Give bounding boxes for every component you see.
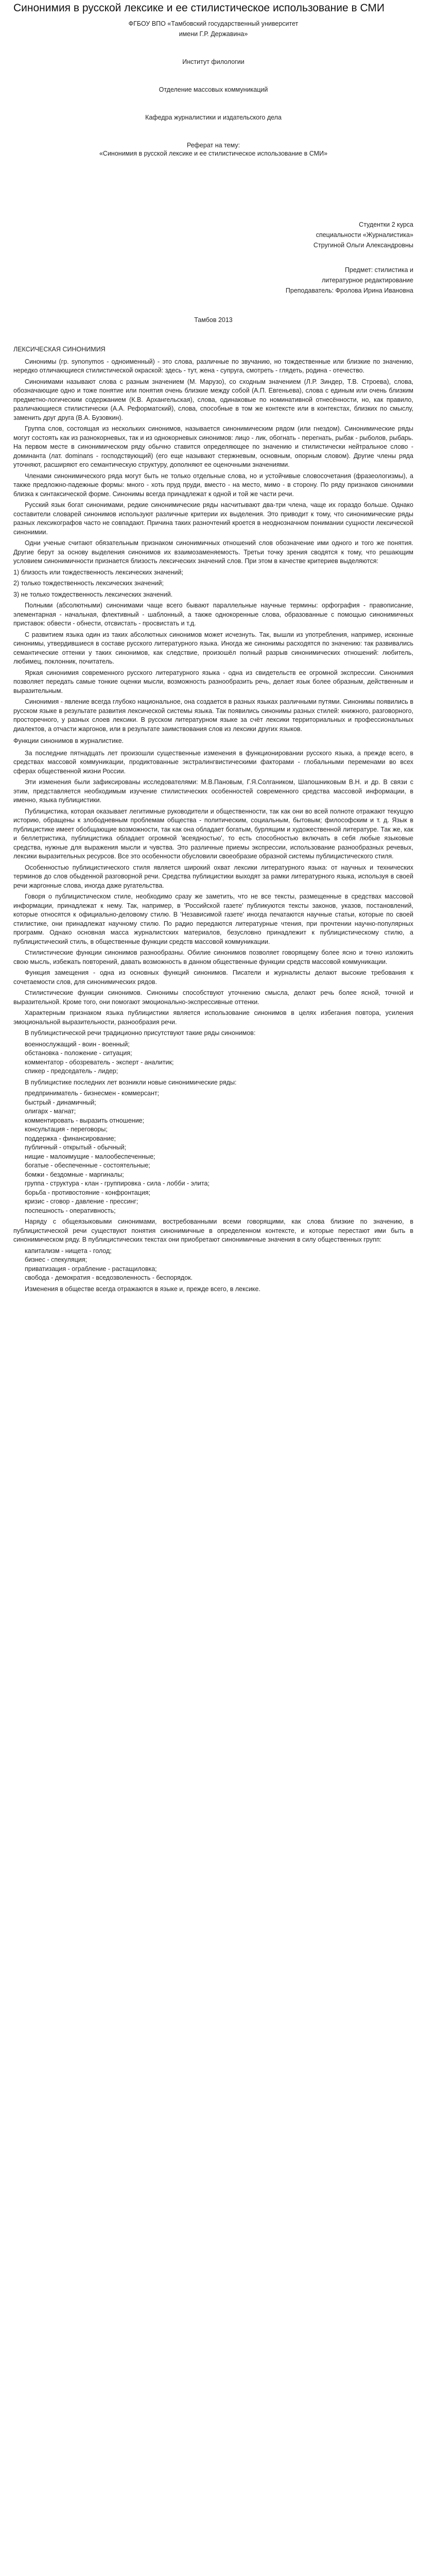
list-item: олигарх - магнат; xyxy=(25,1108,76,1115)
list-item: борьба - противостояние - конфронтация; xyxy=(25,1189,151,1196)
paragraph: В публицистической речи традиционно присутствуют такие ряды синонимов: xyxy=(25,1029,256,1037)
list-item: военнослужащий - воин - военный; xyxy=(25,1040,130,1048)
section-1 xyxy=(13,358,413,734)
paragraph: Яркая синонимия современного русского литературного языка - одна из свидетельств ее огромной экспрессии. Синонимия позволяет передать самые тонкие оценки мысли, возможность разнообразить речь, делает язык более образным, действенным и выразительным. xyxy=(13,669,413,694)
list-item: нищие - малоимущие - малообеспеченные; xyxy=(25,1153,155,1160)
city-year: Тамбов 2013 xyxy=(194,316,233,324)
list-item: бизнес - спекуляция; xyxy=(25,1256,88,1263)
list-item: быстрый - динамичный; xyxy=(25,1098,96,1106)
list-item: спикер - председатель - лидер; xyxy=(25,1067,118,1075)
list-item: предприниматель - бизнесмен - коммерсант; xyxy=(25,1090,160,1097)
paragraph: Синонимы (гр. synonymos - одноименный) - это слова, различные по звучанию, но тождественные или близкие по значению, нередко отличающиеся стилистической окраской: здесь - тут, жена - супруга, смотреть - глядеть, родина - отечество. xyxy=(13,358,413,374)
institute: Институт филологии xyxy=(182,58,245,65)
list-item: кризис - сговор - давление - прессинг; xyxy=(25,1198,138,1205)
report-topic: «Синонимия в русской лексике и ее стилистическое использование в СМИ» xyxy=(99,150,328,157)
paragraph: Наряду с общеязыковыми синонимами, востребованными всеми говорящими, как слова близкие по значению, в публицистической речи существуют понятия синонимичные в определенном контексте, и которые перестают ими быть в синонимическом ряду. В публицистических текстах они приобретают синонимичные значения в силу общественных групп: xyxy=(13,1218,413,1243)
synonym-list-contextual xyxy=(13,1247,413,1283)
document-title: Синонимия в русской лексике и ее стилистическое использование в СМИ xyxy=(13,2,385,14)
student-course: Студентки 2 курса xyxy=(359,221,413,228)
section-heading: Функции синонимов в журналистике. xyxy=(13,737,124,744)
paragraph: Эти изменения были зафиксированы исследователями: М.В.Пановым, Г.Я.Солгаником, Шапошниковым В.Н. и др. В связи с этим, представляется необходимым изучение стилистических особенностей современного средства массовой информации, в именно, языка публицистики. xyxy=(13,778,413,804)
paragraph: Функция замещения - одна из основных функций синонимов. Писатели и журналисты делают высокие требования к сочетаемости слов, для синонимических рядов. xyxy=(13,969,413,986)
report-label: Реферат на тему: xyxy=(186,142,240,149)
list-item: богатые - обеспеченные - состоятельные; xyxy=(25,1162,150,1169)
paragraph: За последние пятнадцать лет произошли существенные изменения в функционировании русского языка, а прежде всего, в средствах массовой коммуникации, продиктованные экстралингвистическими факторами - глобальными переменами во всех сферах общественной жизни России. xyxy=(13,749,413,775)
list-item: обстановка - положение - ситуация; xyxy=(25,1049,132,1057)
list-item: комментировать - выразить отношение; xyxy=(25,1116,145,1124)
paragraph: Синонимия - явление всегда глубоко национальное, она создается в разных языках различными путями. Синонимы появились в русском языке в результате развития лексической системы языка. Так появились синонимы разных стилей: книжного, разговорного, просторечного, у разных слоев лексики. В русском литературном языке за счёт лексики территориальных и профессиональных диалектов, а отчасти жаргонов, или в результате заимствования слов из лексики других языков. xyxy=(13,698,413,733)
student-name: Стругиной Ольги Александровны xyxy=(313,242,413,249)
teacher-line: Преподаватель: Фролова Ирина Ивановна xyxy=(285,287,413,294)
subject-line: Предмет: стилистика и xyxy=(344,266,413,274)
list-item: приватизация - ограбление - растащиловка; xyxy=(25,1265,157,1273)
subject-line-2: литературное редактирование xyxy=(321,277,413,284)
paragraph: Полными (абсолютными) синонимами чаще всего бывают параллельные научные термины: орфография - правописание, элементарная - начальная, флективный - шаблонный, а также однокоренные слова, образованные с помощью синонимичных приставок: обвести - обнести, отсвистать - просвистать и т.д. xyxy=(13,602,413,627)
list-item: комментатор - обозреватель - эксперт - аналитик; xyxy=(25,1058,174,1066)
chair: Кафедра журналистики и издательского дела xyxy=(145,114,282,121)
list-item: капитализм - нищета - голод; xyxy=(25,1247,112,1255)
synonym-list-traditional xyxy=(13,1040,413,1076)
paragraph: Изменения в обществе всегда отражаются в языке и, прежде всего, в лексике. xyxy=(25,1285,260,1293)
criterion-item: 1) близость или тождественность лексических значений; xyxy=(13,568,183,576)
list-item: публичный - открытый - обычный; xyxy=(25,1144,127,1151)
department: Отделение массовых коммуникаций xyxy=(159,86,268,93)
synonym-list-new xyxy=(13,1089,413,1215)
paragraph: Публицистика, которая оказывает легитимные руководители и общественности, так как они во всей полноте отражают текущую историю, обращены к злободневным проблемам общества - политическим, социальным, бытовым; философским и т. д. Язык в публицистике имеет обобщающие возможности, так как она обладает богатым, бурлящим и художественной литературе. Так же, как и беллетристика, публицистика обладает огромной 'всеядностью', то есть способностью включать в себя любые языковые средства, нужные для выражения мысли и чувства. Это различные приемы экспрессии, использование разнообразных речевых, лексики выразительных ресурсов. Все это особенности обусловили своеобразие образной системы публицистического стиля. xyxy=(13,807,413,860)
paragraph: Одни ученые считают обязательным признаком синонимичных отношений слов обозначение ими одного и того же понятия. Другие берут за основу выделения синонимов их взаимозаменяемость. Третьи точку зрения сводятся к тому, что решающим условием синонимичности признается близость лексических значений слов. При этом в качестве критериев выделяются: xyxy=(13,539,413,565)
paragraph: Членами синонимического ряда могут быть не только отдельные слова, но и устойчивые словосочетания (фразеологизмы), а также предложно-падежные формы: много - хоть пруд пруди, вместо - на место, мимо - в сторону. По ряду признаков синонимии близка к синтаксической форме. Синонимы всегда принадлежат к одной и той же части речи. xyxy=(13,472,413,498)
student-specialty: специальности «Журналистика» xyxy=(316,231,413,239)
list-item: свобода - демократия - вседозволенность - беспорядок. xyxy=(25,1274,193,1281)
section-heading: ЛЕКСИЧЕСКАЯ СИНОНИМИЯ xyxy=(13,346,106,353)
paragraph: Стилистические функции синонимов разнообразны. Обилие синонимов позволяет говорящему более ясно и точно изложить свою мысль, избежать повторений, давать возможность в данном общественные функции средств массовой коммуникации. xyxy=(13,949,413,965)
list-item: бомжи - бездомные - маргиналы; xyxy=(25,1171,124,1178)
section-2 xyxy=(13,749,413,1038)
list-item: консультация - переговоры; xyxy=(25,1126,108,1133)
criterion-item: 2) только тождественность лексических значений; xyxy=(13,580,164,587)
paragraph: Особенностью публицистического стиля является широкий охват лексики литературного языка: от научных и технических терминов до слов обыденной разговорной речи. Средства публицистики выходят за рамки литературного языка, используя в своей речи жаргонные слова, иногда даже ругательства. xyxy=(13,863,413,889)
list-item: поспешность - оперативность; xyxy=(25,1207,116,1214)
paragraph: Стилистические функции синонимов. Синонимы способствуют уточнению смысла, делают речь более ясной, точной и выразительной. Кроме того, они помогают эмоционально-экспрессивные оттенки. xyxy=(13,989,413,1006)
paragraph: Группа слов, состоящая из нескольких синонимов, называется синонимическим рядом (или гнездом). Синонимические ряды могут состоять как из разнокорневых, так и из однокорневых синонимов: лицо - лик, обогнать - перегнать, рыбак - рыболов, рыбарь. На первом месте в синонимическом ряду обычно ставится определяющее по значению и стилистически нейтральное слово - доминанта (лат. dominans - господствующий) (его еще называют стержневым, основным, опорным словом). Другие члены ряда уточняют, расширяют его семантическую структуру, дополняют ее оценочными значениями. xyxy=(13,425,413,468)
paragraph: В публицистике последних лет возникли новые синонимические ряды: xyxy=(25,1078,237,1086)
university-name: имени Г.Р. Державина» xyxy=(179,30,248,38)
paragraph: Русский язык богат синонимами, редкие синонимические ряды насчитывают два-три члена, чаще их гораздо больше. Однако составители словарей синонимов используют различные критерии их выделения. Это приводит к тому, что синонимические ряды разных лексикографов часто не совпадают. Причина таких разночтений кроется в неоднозначном понимании сущности лексической синонимии. xyxy=(13,501,413,536)
paragraph: Характерным признаком языка публицистики является использование синонимов в целях избегания повтора, усиления эмоциональной выразительности, разнообразия речи. xyxy=(13,1009,413,1026)
document-body xyxy=(13,345,413,1296)
list-item: поддержка - финансирование; xyxy=(25,1134,116,1142)
paragraph: Синонимами называют слова с разным значением (М. Марузо), со сходным значением (Л.Р. Зиндер, Т.В. Строева), слова, обозначающие одно и тоже понятие или понятия очень близкие между собой (А.П. Евгеньева), слова с единым или очень близким предметно-логическим содержанием (К.В. Архангельская), слова, одинаковые по номинативной отнесённости, но, как правило, различающиеся стилистически (А.А. Реформатский), слова, способные в том же контексте или в контекстах, близких по смыслу, заменить друг друга (В.А. Бузовкин). xyxy=(13,378,413,421)
paragraph: Говоря о публицистическом стиле, необходимо сразу же заметить, что не все тексты, размещенные в средствах массовой информации, принадлежат к нему. Так, например, в 'Российской газете' публикуются тексты законов, указов, постановлений, которые относятся к официально-деловому стилю. В 'Независимой газете' иногда печатаются научные статьи, которые по своей стилистике, они принадлежат научному стилю. По радио передаются литературные чтения, при прочтении научно-популярных программ. Однако основная масса журналистских материалов, безусловно принадлежит к публицистическому стилю, а публицистический стиль, в общественные функции средств массовой коммуникации. xyxy=(13,893,413,945)
criterion-item: 3) не только тождественность лексических значений. xyxy=(13,590,173,598)
paragraph: С развитием языка один из таких абсолютных синонимов может исчезнуть. Так, вышли из употребления, например, исконные синонимы, утвердившиеся в составе русского литературного языка. Иногда же синонимы расходятся по значению: так развивались семантические оттенки у таких синонимов, как следствие, произошёл полный разрыв синонимических отношений: любитель, любимец, поклонник, почитатель. xyxy=(13,631,413,665)
university-line: ФГБОУ ВПО «Тамбовский государственный университет xyxy=(128,20,299,27)
list-item: группа - структура - клан - группировка - сила - лобби - элита; xyxy=(25,1180,210,1187)
